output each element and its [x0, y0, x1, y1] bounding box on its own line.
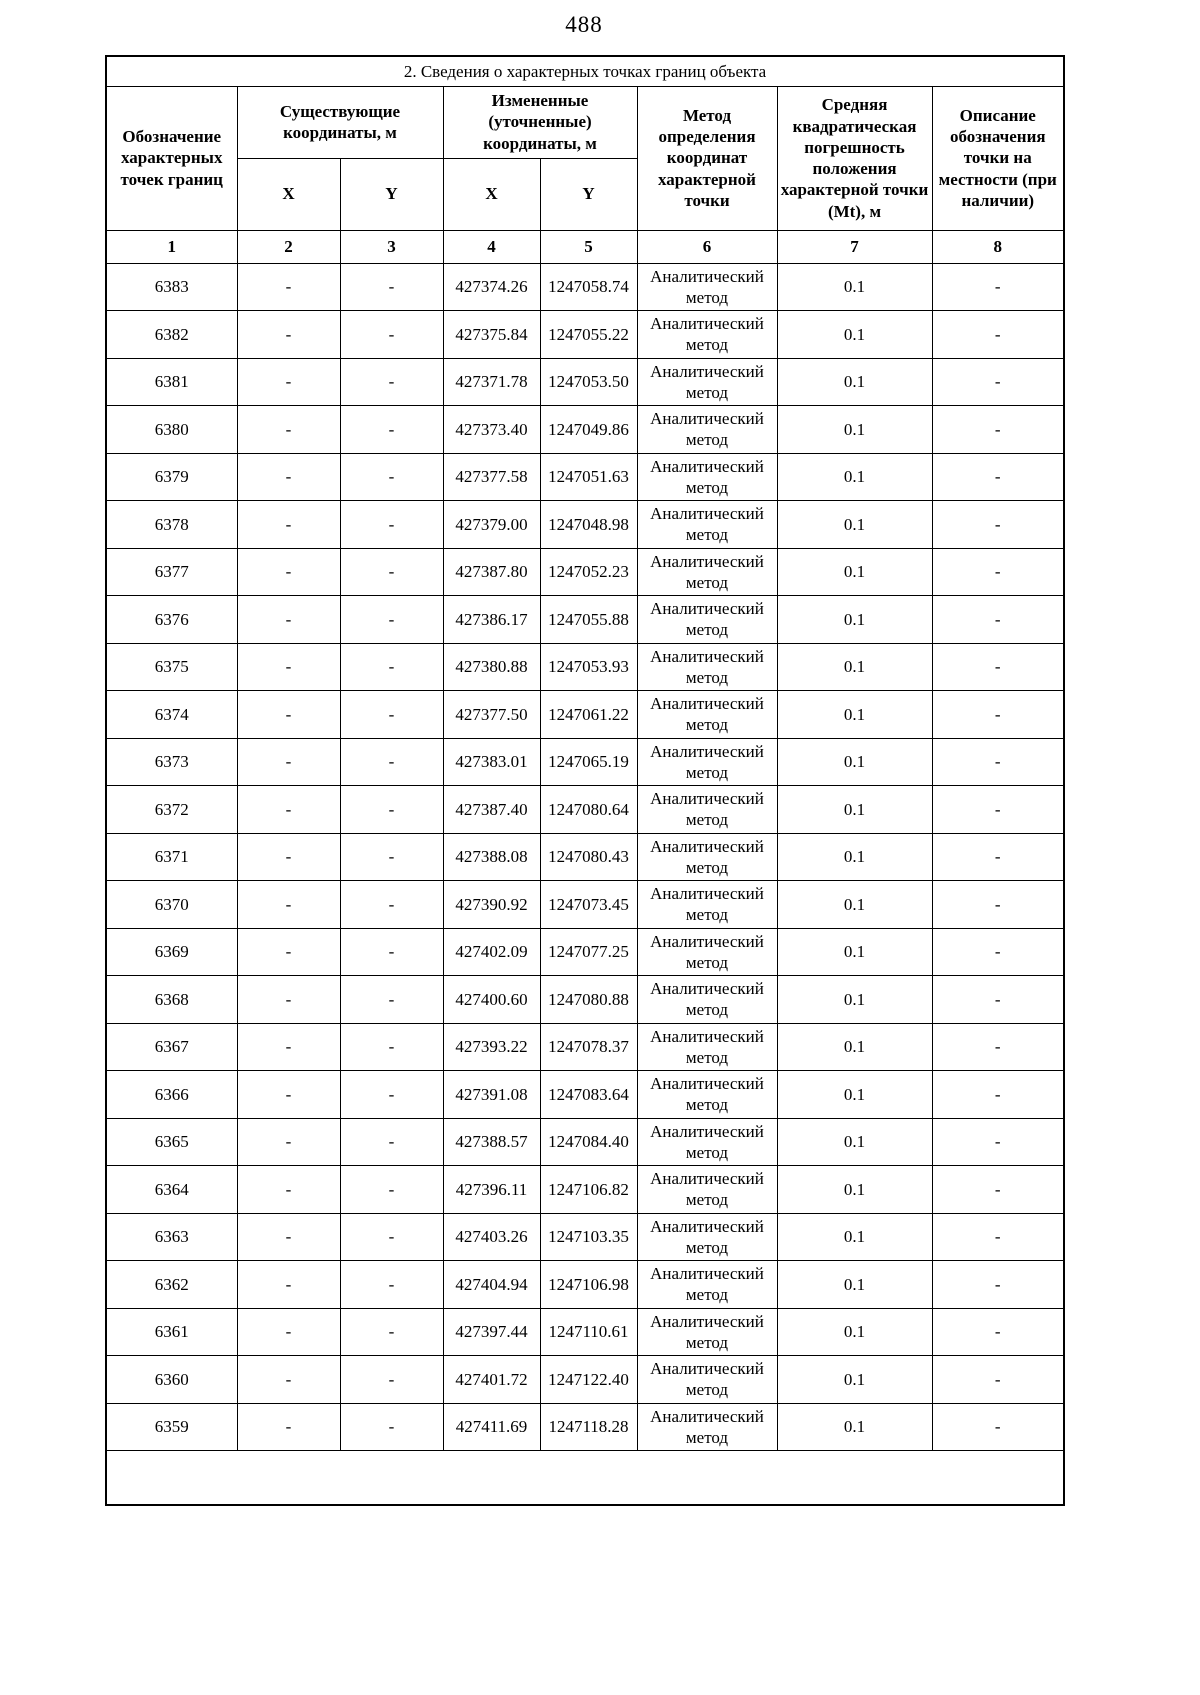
existing-x-cell: - — [237, 1166, 340, 1214]
column-number-7: 7 — [777, 230, 932, 263]
existing-x-cell: - — [237, 501, 340, 549]
existing-y-cell: - — [340, 691, 443, 739]
existing-x-cell: - — [237, 1071, 340, 1119]
changed-y-cell: 1247052.23 — [540, 548, 637, 596]
point-number-cell: 6365 — [106, 1118, 237, 1166]
changed-x-cell: 427403.26 — [443, 1213, 540, 1261]
table-row — [106, 643, 1064, 691]
description-cell: - — [932, 1071, 1064, 1119]
method-cell: Аналитический метод — [637, 453, 777, 501]
description-cell: - — [932, 453, 1064, 501]
method-cell: Аналитический метод — [637, 738, 777, 786]
existing-x-cell: - — [237, 1118, 340, 1166]
changed-y-cell: 1247051.63 — [540, 453, 637, 501]
header-changed-y: Y — [540, 158, 637, 230]
existing-y-cell: - — [340, 1166, 443, 1214]
mt-error-cell: 0.1 — [777, 691, 932, 739]
point-number-cell: 6382 — [106, 311, 237, 359]
method-cell: Аналитический метод — [637, 1023, 777, 1071]
table-row — [106, 1356, 1064, 1404]
table-row — [106, 1166, 1064, 1214]
method-cell: Аналитический метод — [637, 263, 777, 311]
point-number-cell: 6373 — [106, 738, 237, 786]
changed-x-cell: 427402.09 — [443, 928, 540, 976]
table-row — [106, 1403, 1064, 1451]
column-number-5: 5 — [540, 230, 637, 263]
changed-y-cell: 1247084.40 — [540, 1118, 637, 1166]
changed-x-cell: 427393.22 — [443, 1023, 540, 1071]
column-numbers-row — [106, 230, 1064, 263]
changed-x-cell: 427387.80 — [443, 548, 540, 596]
method-cell: Аналитический метод — [637, 833, 777, 881]
changed-x-cell: 427396.11 — [443, 1166, 540, 1214]
changed-x-cell: 427374.26 — [443, 263, 540, 311]
changed-x-cell: 427411.69 — [443, 1403, 540, 1451]
existing-x-cell: - — [237, 881, 340, 929]
description-cell: - — [932, 928, 1064, 976]
changed-y-cell: 1247103.35 — [540, 1213, 637, 1261]
point-number-cell: 6375 — [106, 643, 237, 691]
method-cell: Аналитический метод — [637, 691, 777, 739]
mt-error-cell: 0.1 — [777, 1166, 932, 1214]
header-existing-x: X — [237, 158, 340, 230]
description-cell: - — [932, 406, 1064, 454]
method-cell: Аналитический метод — [637, 548, 777, 596]
method-cell: Аналитический метод — [637, 643, 777, 691]
point-number-cell: 6381 — [106, 358, 237, 406]
description-cell: - — [932, 1023, 1064, 1071]
existing-x-cell: - — [237, 691, 340, 739]
table-row — [106, 311, 1064, 359]
description-cell: - — [932, 596, 1064, 644]
changed-y-cell: 1247073.45 — [540, 881, 637, 929]
point-number-cell: 6372 — [106, 786, 237, 834]
existing-y-cell: - — [340, 406, 443, 454]
description-cell: - — [932, 1403, 1064, 1451]
point-number-cell: 6383 — [106, 263, 237, 311]
existing-y-cell: - — [340, 453, 443, 501]
point-number-cell: 6360 — [106, 1356, 237, 1404]
column-number-4: 4 — [443, 230, 540, 263]
changed-x-cell: 427387.40 — [443, 786, 540, 834]
mt-error-cell: 0.1 — [777, 1118, 932, 1166]
column-number-3: 3 — [340, 230, 443, 263]
changed-y-cell: 1247106.98 — [540, 1261, 637, 1309]
table-row — [106, 976, 1064, 1024]
method-cell: Аналитический метод — [637, 596, 777, 644]
description-cell: - — [932, 691, 1064, 739]
table-row — [106, 691, 1064, 739]
changed-y-cell: 1247080.43 — [540, 833, 637, 881]
table-row — [106, 833, 1064, 881]
method-cell: Аналитический метод — [637, 358, 777, 406]
changed-y-cell: 1247106.82 — [540, 1166, 637, 1214]
point-number-cell: 6377 — [106, 548, 237, 596]
changed-x-cell: 427375.84 — [443, 311, 540, 359]
table-row — [106, 1071, 1064, 1119]
description-cell: - — [932, 976, 1064, 1024]
header-group-row — [106, 86, 1064, 158]
header-designation: Обозначение характерных точек границ — [106, 86, 237, 230]
mt-error-cell: 0.1 — [777, 1071, 932, 1119]
table-row — [106, 548, 1064, 596]
changed-x-cell: 427400.60 — [443, 976, 540, 1024]
mt-error-cell: 0.1 — [777, 548, 932, 596]
mt-error-cell: 0.1 — [777, 1356, 932, 1404]
point-number-cell: 6361 — [106, 1308, 237, 1356]
changed-y-cell: 1247083.64 — [540, 1071, 637, 1119]
description-cell: - — [932, 738, 1064, 786]
method-cell: Аналитический метод — [637, 501, 777, 549]
table-row — [106, 1023, 1064, 1071]
existing-y-cell: - — [340, 738, 443, 786]
changed-x-cell: 427391.08 — [443, 1071, 540, 1119]
table-row — [106, 786, 1064, 834]
existing-x-cell: - — [237, 596, 340, 644]
existing-x-cell: - — [237, 1261, 340, 1309]
existing-x-cell: - — [237, 1403, 340, 1451]
point-number-cell: 6370 — [106, 881, 237, 929]
existing-x-cell: - — [237, 358, 340, 406]
table-row — [106, 596, 1064, 644]
method-cell: Аналитический метод — [637, 786, 777, 834]
changed-y-cell: 1247122.40 — [540, 1356, 637, 1404]
point-number-cell: 6371 — [106, 833, 237, 881]
description-cell: - — [932, 548, 1064, 596]
existing-y-cell: - — [340, 263, 443, 311]
changed-x-cell: 427377.58 — [443, 453, 540, 501]
method-cell: Аналитический метод — [637, 1213, 777, 1261]
existing-x-cell: - — [237, 786, 340, 834]
existing-x-cell: - — [237, 976, 340, 1024]
changed-x-cell: 427401.72 — [443, 1356, 540, 1404]
existing-y-cell: - — [340, 1403, 443, 1451]
existing-y-cell: - — [340, 501, 443, 549]
changed-x-cell: 427379.00 — [443, 501, 540, 549]
changed-x-cell: 427404.94 — [443, 1261, 540, 1309]
table-row — [106, 1261, 1064, 1309]
table-row — [106, 406, 1064, 454]
table-row — [106, 1118, 1064, 1166]
mt-error-cell: 0.1 — [777, 643, 932, 691]
method-cell: Аналитический метод — [637, 406, 777, 454]
point-number-cell: 6362 — [106, 1261, 237, 1309]
description-cell: - — [932, 263, 1064, 311]
description-cell: - — [932, 1261, 1064, 1309]
existing-y-cell: - — [340, 548, 443, 596]
mt-error-cell: 0.1 — [777, 263, 932, 311]
description-cell: - — [932, 1308, 1064, 1356]
changed-y-cell: 1247080.88 — [540, 976, 637, 1024]
changed-y-cell: 1247049.86 — [540, 406, 637, 454]
method-cell: Аналитический метод — [637, 1261, 777, 1309]
existing-y-cell: - — [340, 1213, 443, 1261]
description-cell: - — [932, 1166, 1064, 1214]
changed-x-cell: 427371.78 — [443, 358, 540, 406]
empty-continuation-row — [106, 1451, 1064, 1505]
changed-x-cell: 427380.88 — [443, 643, 540, 691]
description-cell: - — [932, 311, 1064, 359]
mt-error-cell: 0.1 — [777, 501, 932, 549]
changed-y-cell: 1247078.37 — [540, 1023, 637, 1071]
header-existing-coordinates: Существующие координаты, м — [237, 86, 443, 158]
changed-x-cell: 427388.08 — [443, 833, 540, 881]
mt-error-cell: 0.1 — [777, 881, 932, 929]
existing-y-cell: - — [340, 643, 443, 691]
existing-y-cell: - — [340, 1308, 443, 1356]
table-row — [106, 263, 1064, 311]
changed-x-cell: 427388.57 — [443, 1118, 540, 1166]
changed-y-cell: 1247077.25 — [540, 928, 637, 976]
existing-y-cell: - — [340, 881, 443, 929]
mt-error-cell: 0.1 — [777, 833, 932, 881]
point-number-cell: 6379 — [106, 453, 237, 501]
changed-y-cell: 1247061.22 — [540, 691, 637, 739]
method-cell: Аналитический метод — [637, 311, 777, 359]
mt-error-cell: 0.1 — [777, 976, 932, 1024]
mt-error-cell: 0.1 — [777, 1261, 932, 1309]
changed-y-cell: 1247055.88 — [540, 596, 637, 644]
header-changed-x: X — [443, 158, 540, 230]
point-number-cell: 6364 — [106, 1166, 237, 1214]
method-cell: Аналитический метод — [637, 881, 777, 929]
header-changed-coordinates: Измененные (уточненные) координаты, м — [443, 86, 637, 158]
changed-x-cell: 427373.40 — [443, 406, 540, 454]
changed-y-cell: 1247058.74 — [540, 263, 637, 311]
description-cell: - — [932, 881, 1064, 929]
boundary-points-table — [105, 55, 1065, 1506]
method-cell: Аналитический метод — [637, 1118, 777, 1166]
mt-error-cell: 0.1 — [777, 453, 932, 501]
method-cell: Аналитический метод — [637, 1166, 777, 1214]
point-number-cell: 6369 — [106, 928, 237, 976]
changed-y-cell: 1247065.19 — [540, 738, 637, 786]
changed-y-cell: 1247055.22 — [540, 311, 637, 359]
changed-x-cell: 427383.01 — [443, 738, 540, 786]
description-cell: - — [932, 1356, 1064, 1404]
existing-x-cell: - — [237, 263, 340, 311]
method-cell: Аналитический метод — [637, 1403, 777, 1451]
existing-x-cell: - — [237, 548, 340, 596]
existing-y-cell: - — [340, 358, 443, 406]
column-number-2: 2 — [237, 230, 340, 263]
mt-error-cell: 0.1 — [777, 738, 932, 786]
existing-x-cell: - — [237, 453, 340, 501]
existing-x-cell: - — [237, 738, 340, 786]
header-error-mt: Средняя квадратическая погрешность положения характерной точки (Mt), м — [777, 86, 932, 230]
description-cell: - — [932, 358, 1064, 406]
mt-error-cell: 0.1 — [777, 928, 932, 976]
page-number: 488 — [565, 12, 603, 37]
table-row — [106, 501, 1064, 549]
changed-y-cell: 1247053.93 — [540, 643, 637, 691]
header-method: Метод определения координат характерной точки — [637, 86, 777, 230]
table-row — [106, 1308, 1064, 1356]
table-row — [106, 453, 1064, 501]
existing-x-cell: - — [237, 1023, 340, 1071]
changed-y-cell: 1247118.28 — [540, 1403, 637, 1451]
header-description: Описание обозначения точки на местности (при наличии) — [932, 86, 1064, 230]
table-row — [106, 738, 1064, 786]
point-number-cell: 6359 — [106, 1403, 237, 1451]
existing-y-cell: - — [340, 1356, 443, 1404]
column-number-6: 6 — [637, 230, 777, 263]
header-existing-y: Y — [340, 158, 443, 230]
table-row — [106, 881, 1064, 929]
column-number-1: 1 — [106, 230, 237, 263]
mt-error-cell: 0.1 — [777, 311, 932, 359]
changed-y-cell: 1247053.50 — [540, 358, 637, 406]
existing-x-cell: - — [237, 1213, 340, 1261]
existing-x-cell: - — [237, 643, 340, 691]
existing-y-cell: - — [340, 596, 443, 644]
existing-y-cell: - — [340, 1118, 443, 1166]
method-cell: Аналитический метод — [637, 1356, 777, 1404]
existing-x-cell: - — [237, 406, 340, 454]
description-cell: - — [932, 1118, 1064, 1166]
method-cell: Аналитический метод — [637, 928, 777, 976]
method-cell: Аналитический метод — [637, 1071, 777, 1119]
point-number-cell: 6363 — [106, 1213, 237, 1261]
existing-y-cell: - — [340, 1023, 443, 1071]
existing-x-cell: - — [237, 928, 340, 976]
existing-y-cell: - — [340, 786, 443, 834]
point-number-cell: 6378 — [106, 501, 237, 549]
existing-y-cell: - — [340, 1071, 443, 1119]
point-number-cell: 6368 — [106, 976, 237, 1024]
existing-x-cell: - — [237, 311, 340, 359]
existing-y-cell: - — [340, 976, 443, 1024]
mt-error-cell: 0.1 — [777, 1213, 932, 1261]
table-row — [106, 928, 1064, 976]
changed-x-cell: 427390.92 — [443, 881, 540, 929]
existing-y-cell: - — [340, 928, 443, 976]
existing-y-cell: - — [340, 833, 443, 881]
mt-error-cell: 0.1 — [777, 786, 932, 834]
mt-error-cell: 0.1 — [777, 358, 932, 406]
point-number-cell: 6367 — [106, 1023, 237, 1071]
mt-error-cell: 0.1 — [777, 596, 932, 644]
mt-error-cell: 0.1 — [777, 406, 932, 454]
table-title-row — [106, 56, 1064, 86]
point-number-cell: 6374 — [106, 691, 237, 739]
table-row — [106, 1213, 1064, 1261]
existing-y-cell: - — [340, 311, 443, 359]
mt-error-cell: 0.1 — [777, 1403, 932, 1451]
table-title: 2. Сведения о характерных точках границ объекта — [106, 56, 1064, 86]
existing-x-cell: - — [237, 833, 340, 881]
description-cell: - — [932, 786, 1064, 834]
changed-y-cell: 1247110.61 — [540, 1308, 637, 1356]
description-cell: - — [932, 501, 1064, 549]
existing-y-cell: - — [340, 1261, 443, 1309]
changed-x-cell: 427377.50 — [443, 691, 540, 739]
changed-y-cell: 1247048.98 — [540, 501, 637, 549]
empty-cell — [106, 1451, 1064, 1505]
description-cell: - — [932, 833, 1064, 881]
table-body — [106, 263, 1064, 1451]
table-row — [106, 358, 1064, 406]
mt-error-cell: 0.1 — [777, 1023, 932, 1071]
column-number-8: 8 — [932, 230, 1064, 263]
point-number-cell: 6376 — [106, 596, 237, 644]
changed-x-cell: 427397.44 — [443, 1308, 540, 1356]
description-cell: - — [932, 1213, 1064, 1261]
method-cell: Аналитический метод — [637, 1308, 777, 1356]
changed-x-cell: 427386.17 — [443, 596, 540, 644]
existing-x-cell: - — [237, 1356, 340, 1404]
mt-error-cell: 0.1 — [777, 1308, 932, 1356]
method-cell: Аналитический метод — [637, 976, 777, 1024]
point-number-cell: 6380 — [106, 406, 237, 454]
existing-x-cell: - — [237, 1308, 340, 1356]
point-number-cell: 6366 — [106, 1071, 237, 1119]
changed-y-cell: 1247080.64 — [540, 786, 637, 834]
description-cell: - — [932, 643, 1064, 691]
